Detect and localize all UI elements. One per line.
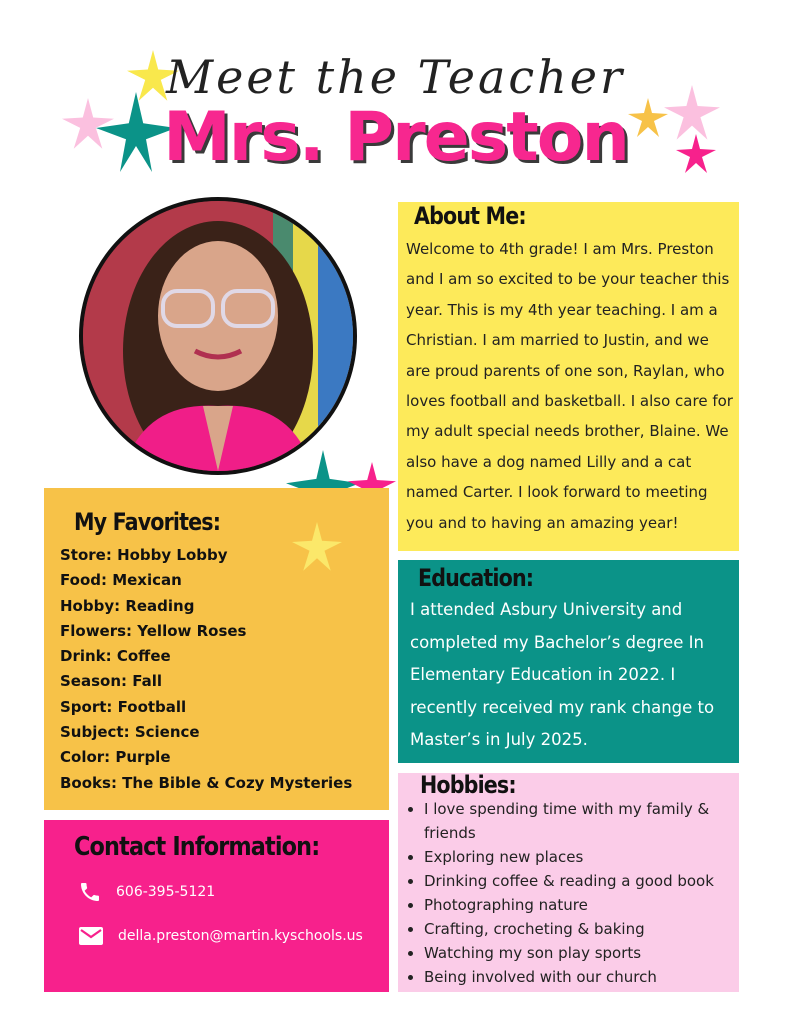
phone-number[interactable]: 606-395-5121 bbox=[116, 884, 216, 900]
phone-icon bbox=[78, 880, 102, 904]
favorite-item: Subject: Science bbox=[60, 723, 200, 742]
hobbies-section bbox=[398, 773, 739, 992]
favorite-item: Sport: Football bbox=[60, 697, 187, 716]
favorite-item: Hobby: Reading bbox=[60, 596, 195, 615]
hobby-item: • Exploring new places bbox=[424, 845, 744, 869]
favorite-item: Season: Fall bbox=[60, 672, 163, 691]
portrait-illustration bbox=[83, 201, 353, 471]
favorite-item: Drink: Coffee bbox=[60, 647, 171, 666]
mail-icon bbox=[78, 925, 104, 947]
favorites-list bbox=[60, 543, 352, 796]
contact-section bbox=[44, 820, 389, 992]
phone-row[interactable] bbox=[78, 880, 215, 904]
favorite-item: Color: Purple bbox=[60, 748, 171, 767]
favorite-item: Books: The Bible & Cozy Mysteries bbox=[60, 773, 353, 792]
hobby-item: • Watching my son play sports bbox=[424, 941, 744, 965]
hobby-item: • Drinking coffee & reading a good book bbox=[424, 869, 744, 893]
about-me-heading: About Me: bbox=[414, 202, 526, 230]
hobbies-list bbox=[404, 797, 744, 989]
hobby-item: • I love spending time with my family & friends bbox=[424, 797, 744, 845]
education-section bbox=[398, 560, 739, 763]
education-text: I attended Asbury University and completed my Bachelor’s degree In Elementary Education in 2022. I recently received my rank change to Master’s in July 2025. bbox=[410, 600, 715, 749]
email-row[interactable] bbox=[78, 925, 363, 947]
hobbies-heading: Hobbies: bbox=[420, 771, 516, 799]
favorite-item: Store: Hobby Lobby bbox=[60, 546, 228, 564]
email-address[interactable]: della.preston@martin.kyschools.us bbox=[118, 928, 363, 944]
star-decoration-yellow-favorites bbox=[292, 522, 342, 572]
hobby-item: • Photographing nature bbox=[424, 893, 744, 917]
page-subtitle: Meet the Teacher bbox=[166, 50, 625, 104]
hobby-item: • Being involved with our church bbox=[424, 965, 744, 989]
favorite-item: Food: Mexican bbox=[60, 571, 182, 590]
favorites-heading: My Favorites: bbox=[74, 508, 221, 536]
about-me-text: Welcome to 4th grade! I am Mrs. Preston and I am so excited to be your teacher this year. This is my 4th year teaching. I am a Christian. I am married to Justin, and we are proud parents of one son, Raylan, who loves football and basketball. I also care for my adult special needs brother, Blaine. We also have a dog named Lilly and a cat named Carter. I look forward to meeting you and to having an amazing year! bbox=[406, 240, 733, 532]
about-me-section bbox=[398, 202, 739, 551]
teacher-photo bbox=[79, 197, 357, 475]
education-heading: Education: bbox=[418, 564, 534, 592]
contact-heading: Contact Information: bbox=[74, 832, 320, 862]
hobby-item: • Crafting, crocheting & baking bbox=[424, 917, 744, 941]
teacher-name: Mrs. Preston bbox=[163, 98, 628, 177]
favorite-item: Flowers: Yellow Roses bbox=[60, 621, 247, 640]
